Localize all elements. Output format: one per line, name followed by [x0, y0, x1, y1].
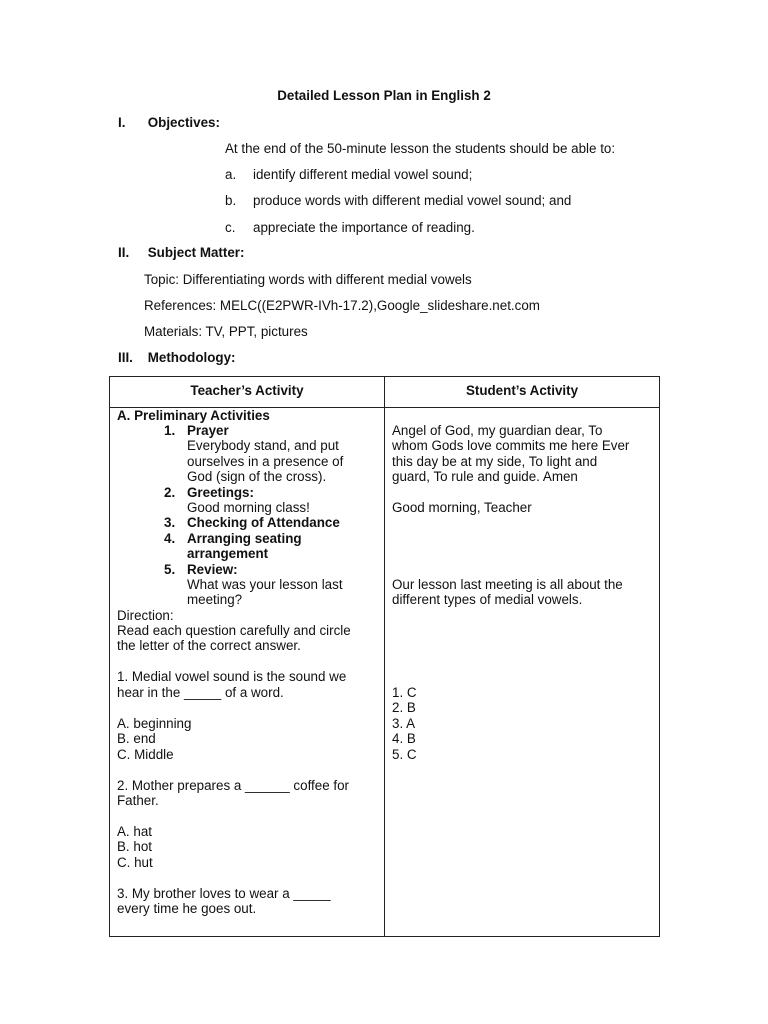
student-review-line: Our lesson last meeting is all about the [392, 577, 623, 592]
seating-title: Arranging seating [187, 531, 302, 546]
student-prayer-line: whom Gods love commits me here Ever [392, 438, 630, 453]
objective-text: identify different medial vowel sound; [253, 167, 473, 182]
objectives-intro: At the end of the 50-minute lesson the students should be able to: [225, 141, 616, 156]
list-number: 1. [164, 423, 176, 438]
objective-text: appreciate the importance of reading. [253, 220, 475, 235]
list-number: 4. [164, 531, 176, 546]
materials-line: Materials: TV, PPT, pictures [144, 324, 308, 339]
student-greeting: Good morning, Teacher [392, 500, 532, 515]
question-line: 1. Medial vowel sound is the sound we [117, 669, 347, 684]
answer-line: 2. B [392, 700, 416, 715]
objective-letter: b. [225, 193, 237, 208]
student-prayer-line: Angel of God, my guardian dear, To [392, 423, 603, 438]
subject-matter-heading [118, 245, 244, 260]
prayer-line: God (sign of the cross). [187, 469, 327, 484]
teacher-activity-header: Teacher’s Activity [110, 377, 385, 408]
question-line: Father. [117, 793, 159, 808]
section-number: III. [118, 350, 133, 365]
greetings-title: Greetings: [187, 485, 254, 500]
activity-table [109, 376, 660, 937]
question-line: 3. My brother loves to wear a _____ [117, 886, 331, 901]
list-number: 5. [164, 562, 176, 577]
document-title: Detailed Lesson Plan in English 2 [277, 88, 491, 103]
methodology-heading [118, 350, 236, 365]
choice-line: C. Middle [117, 747, 174, 762]
question-line: 2. Mother prepares a ______ coffee for [117, 778, 350, 793]
section-number: II. [118, 245, 130, 260]
choice-line: A. hat [117, 824, 152, 839]
review-title: Review: [187, 562, 238, 577]
review-line: meeting? [187, 592, 243, 607]
student-prayer-line: guard, To rule and guide. Amen [392, 469, 578, 484]
choice-line: B. hot [117, 839, 152, 854]
prayer-title: Prayer [187, 423, 229, 438]
answer-line: 1. C [392, 685, 417, 700]
attendance-title: Checking of Attendance [187, 515, 340, 530]
seating-title: arrangement [187, 546, 269, 561]
answer-line: 3. A [392, 716, 416, 731]
objective-text: produce words with different medial vowel sound; and [253, 193, 572, 208]
choice-line: C. hut [117, 855, 153, 870]
answer-line: 4. B [392, 731, 416, 746]
student-review-line: different types of medial vowels. [392, 592, 583, 607]
student-prayer-line: this day be at my side, To light and [392, 454, 598, 469]
choice-line: B. end [117, 731, 156, 746]
references-line: References: MELC((E2PWR-IVh-17.2),Google_slideshare.net.com [144, 298, 540, 313]
teacher-activity-cell [110, 408, 385, 937]
direction-line: Read each question carefully and circle [117, 623, 351, 638]
section-number: I. [118, 115, 126, 130]
direction-line: the letter of the correct answer. [117, 638, 301, 653]
section-title: Objectives: [147, 115, 220, 130]
student-activity-cell [385, 408, 660, 937]
prayer-line: Everybody stand, and put [187, 438, 339, 453]
greeting-line: Good morning class! [187, 500, 310, 515]
list-number: 3. [164, 515, 176, 530]
question-line: hear in the _____ of a word. [117, 685, 284, 700]
objective-letter: a. [225, 167, 237, 182]
review-line: What was your lesson last [187, 577, 343, 592]
preliminary-activities-heading: A. Preliminary Activities [117, 408, 270, 423]
student-activity-header: Student’s Activity [385, 377, 660, 408]
prayer-line: ourselves in a presence of [187, 454, 344, 469]
objective-letter: c. [225, 220, 236, 235]
question-line: every time he goes out. [117, 901, 257, 916]
topic-line: Topic: Differentiating words with different medial vowels [144, 272, 472, 287]
direction-line: Direction: [117, 608, 174, 623]
answer-line: 5. C [392, 747, 417, 762]
list-number: 2. [164, 485, 176, 500]
choice-line: A. beginning [117, 716, 192, 731]
objectives-heading [118, 115, 220, 130]
section-title: Subject Matter: [147, 245, 245, 260]
section-title: Methodology: [147, 350, 236, 365]
